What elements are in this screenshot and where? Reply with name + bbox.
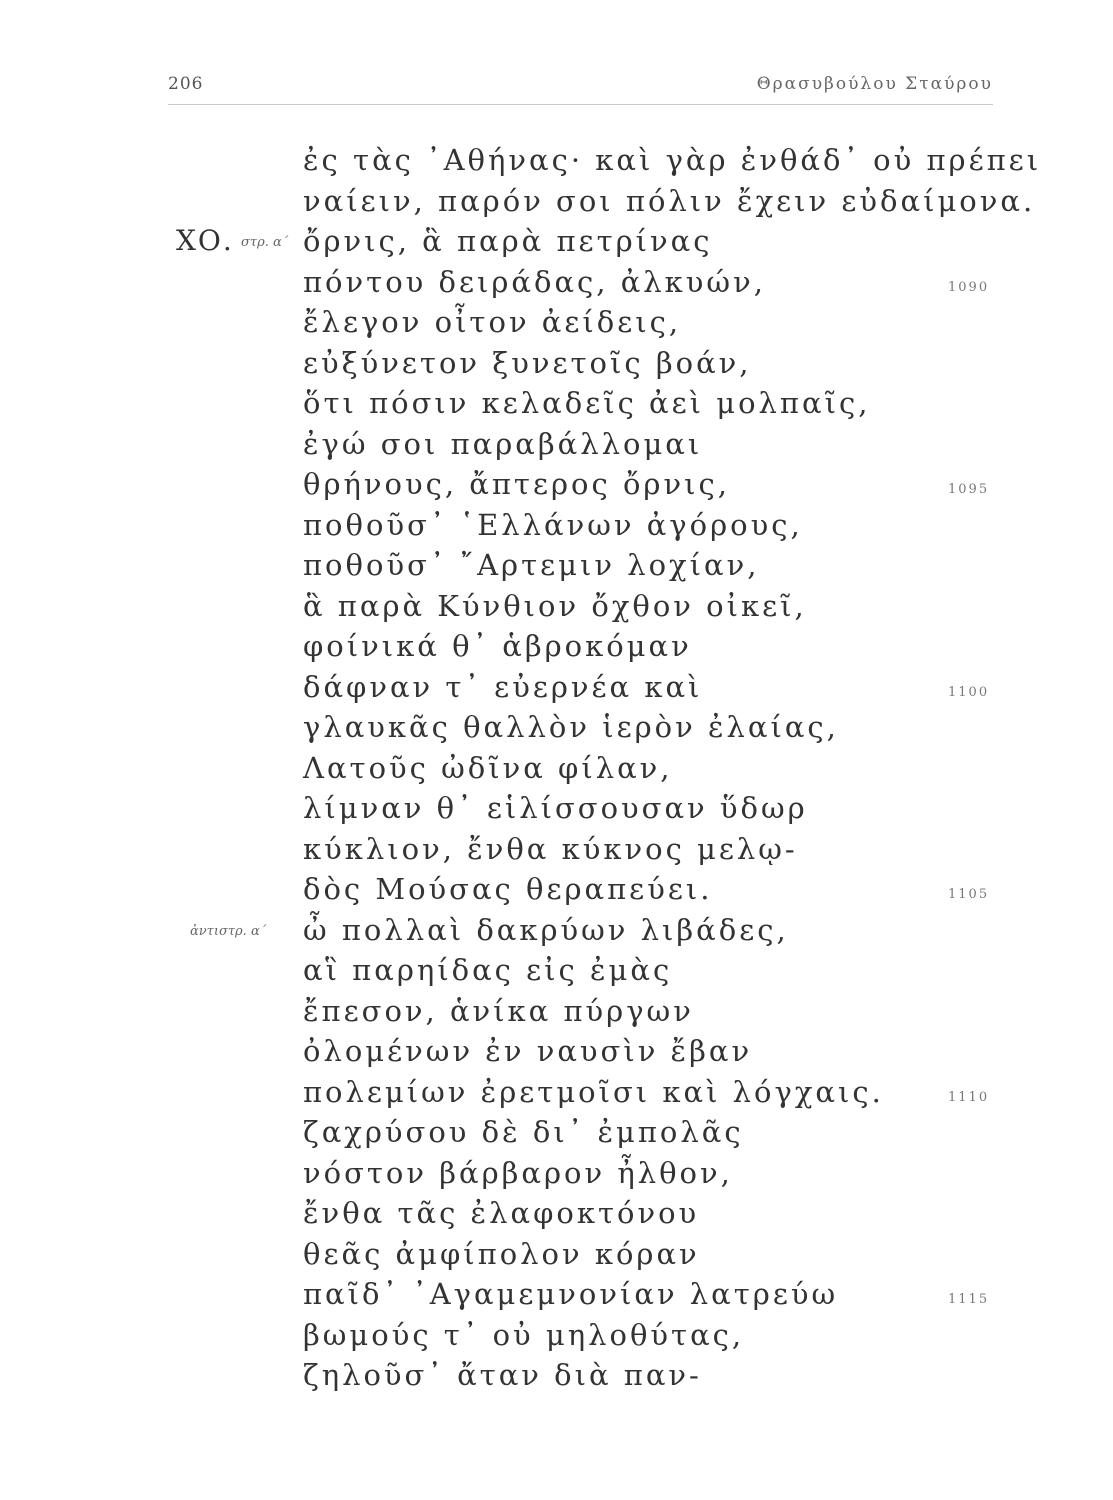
running-head: Θρασυβούλου Σταύρου (756, 74, 993, 94)
speaker-label: ΧΟ. (176, 224, 234, 257)
verse-line (0, 1274, 1113, 1315)
verse-text: βωμούς τ᾿ οὐ μηλοθύτας, (303, 1317, 745, 1352)
verse-line (0, 464, 1113, 505)
verse-line (0, 1234, 1113, 1275)
line-number: 1105 (948, 887, 990, 902)
verse-text: πολεμίων ἐρετμοῖσι καὶ λόγχαις. (303, 1074, 884, 1109)
verse-line (0, 788, 1113, 829)
verse-text: ἔπεσον, ἁνίκα πύργων (303, 993, 694, 1028)
verse-line (0, 1153, 1113, 1194)
verse-line (0, 343, 1113, 384)
verse-line (0, 1112, 1113, 1153)
verse-text: ζαχρύσου δὲ δι᾿ ἐμπολᾶς (303, 1115, 744, 1149)
verse-text: θρήνους, ἄπτερος ὄρνις, (303, 467, 730, 501)
line-number: 1110 (948, 1089, 990, 1105)
verse-line (0, 140, 1113, 181)
verse-text: παῖδ᾿ ᾿Αγαμεμνονίαν λατρεύω (303, 1277, 839, 1311)
verse-text: ἔνθα τᾶς ἐλαφοκτόνου (303, 1196, 700, 1230)
line-number: 1095 (948, 482, 990, 497)
verse-line (0, 1031, 1113, 1072)
verse-line (0, 1193, 1113, 1234)
verse-line (0, 910, 1113, 951)
verse-line (0, 748, 1113, 789)
verse-line (0, 1315, 1113, 1356)
verse-text: ὀλομένων ἐν ναυσὶν ἔβαν (303, 1034, 753, 1068)
verse-text-block (0, 140, 1113, 1396)
verse-text: ποθοῦσ᾿ ῎Αρτεμιν λοχίαν, (303, 548, 760, 582)
header-rule (168, 104, 993, 105)
verse-line (0, 424, 1113, 465)
verse-text: ὄρνις, ἃ παρὰ πετρίνας (303, 224, 713, 258)
verse-line (0, 869, 1113, 910)
verse-text: ὅτι πόσιν κελαδεῖς ἀεὶ μολπαῖς, (303, 386, 871, 420)
verse-line (0, 1355, 1113, 1396)
verse-text: δάφναν τ᾿ εὐερνέα καὶ (303, 669, 703, 704)
verse-line (0, 950, 1113, 991)
verse-text: αἳ παρηίδας εἰς ἐμὰς (303, 953, 673, 987)
verse-text: ναίειν, παρόν σοι πόλιν ἔχειν εὐδαίμονα. (303, 183, 1036, 218)
verse-line (0, 991, 1113, 1032)
page-number: 206 (168, 74, 204, 94)
strophe-label: ἀντιστρ. α΄ (190, 923, 267, 939)
verse-line (0, 586, 1113, 627)
verse-text: λίμναν θ᾿ εἱλίσσουσαν ὕδωρ (303, 791, 808, 825)
verse-text: θεᾶς ἀμφίπολον κόραν (303, 1236, 700, 1271)
verse-line (0, 707, 1113, 748)
verse-line (0, 302, 1113, 343)
verse-text: ἃ παρὰ Κύνθιον ὄχθον οἰκεῖ, (303, 588, 807, 623)
strophe-label: στρ. α΄ (241, 235, 289, 250)
line-number: 1115 (948, 1292, 990, 1307)
verse-text: ὦ πολλαὶ δακρύων λιβάδες, (303, 912, 789, 947)
verse-line (0, 545, 1113, 586)
verse-text: ἔλεγον οἶτον ἀείδεις, (303, 305, 682, 339)
verse-text: κύκλιον, ἔνθα κύκνος μελῳ- (303, 831, 798, 866)
page-header (168, 70, 993, 106)
verse-line (0, 181, 1113, 222)
verse-line (0, 262, 1113, 303)
verse-text: εὐξύνετον ξυνετοῖς βοάν, (303, 345, 752, 380)
verse-text: φοίνικά θ᾿ ἁβροκόμαν (303, 629, 692, 663)
verse-text: ποθοῦσ᾿ ῾Ελλάνων ἀγόρους, (303, 507, 803, 542)
verse-line (0, 221, 1113, 262)
verse-line (0, 1072, 1113, 1113)
line-number: 1100 (948, 684, 990, 700)
verse-line (0, 505, 1113, 546)
verse-line (0, 829, 1113, 870)
verse-text: ἐς τὰς ᾿Αθήνας· καὶ γὰρ ἐνθάδ᾿ οὐ πρέπει (303, 143, 1042, 177)
verse-text: νόστον βάρβαρον ἦλθον, (303, 1155, 733, 1190)
verse-text: πόντου δειράδας, ἀλκυών, (303, 264, 766, 299)
verse-text: ἐγώ σοι παραβάλλομαι (303, 426, 703, 461)
line-number: 1090 (948, 279, 990, 295)
verse-text: Λατοῦς ὠδῖνα φίλαν, (303, 750, 673, 785)
verse-line (0, 667, 1113, 708)
verse-text: ζηλοῦσ᾿ ἄταν διὰ παν- (303, 1358, 702, 1392)
verse-line (0, 383, 1113, 424)
verse-text: γλαυκᾶς θαλλὸν ἱερὸν ἐλαίας, (303, 710, 839, 744)
verse-line (0, 626, 1113, 667)
verse-text: δὸς Μούσας θεραπεύει. (303, 872, 713, 906)
